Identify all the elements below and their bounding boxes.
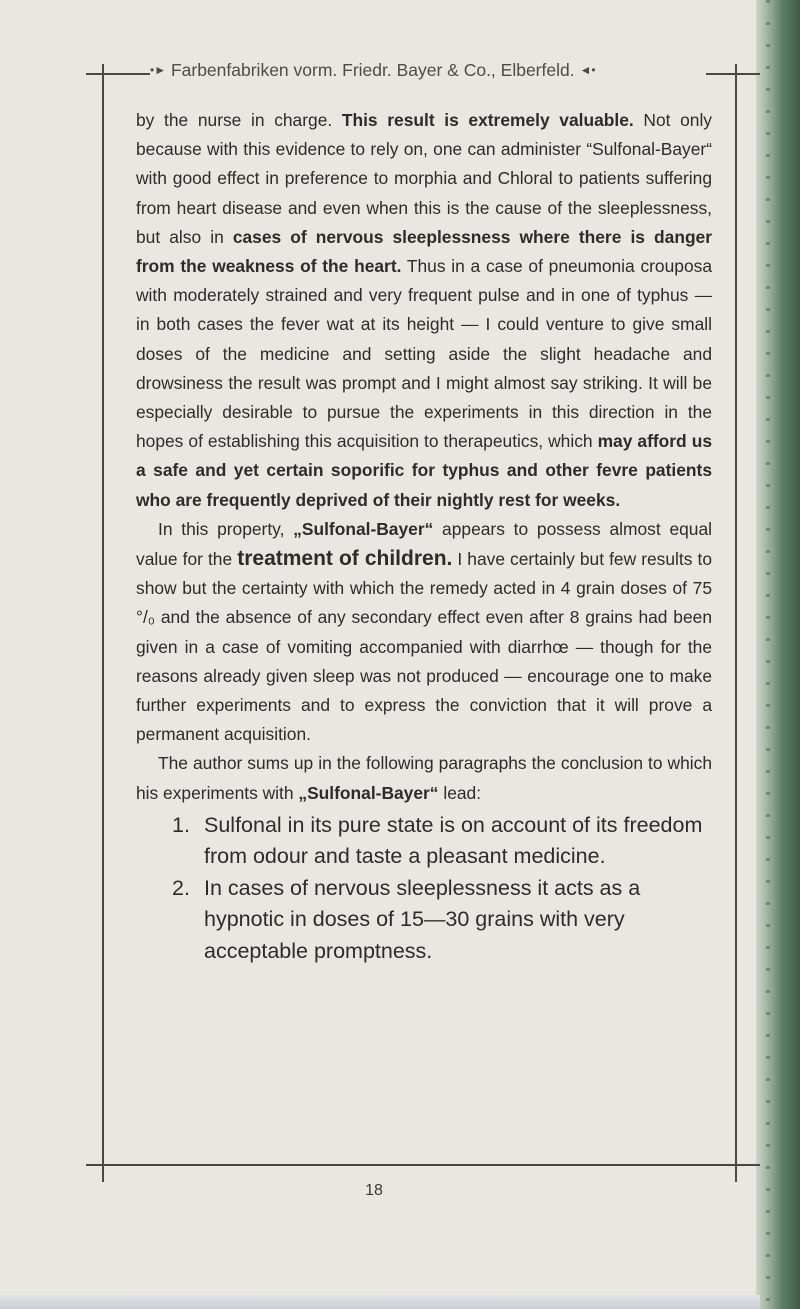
list-item: [136, 810, 712, 873]
header-ornament-right: ◄•: [579, 63, 596, 77]
body-text: [136, 106, 712, 967]
product-name: „Sulfonal-Bayer“: [293, 518, 434, 539]
list-item-text: Sulfonal in its pure state is on account of its freedom from odour and taste a pleasant medicine.: [204, 812, 703, 869]
text-run: Not only because with this evidence to rely on, one can administer “Sulfonal-Bayer“ with good effect in preference to morphia and Chloral to patients suffering from heart disease and even when this is the cause of the sleeplessness, but also in: [136, 110, 713, 247]
text-run: appears to possess almost equal value for the: [136, 518, 712, 570]
running-header: [150, 60, 730, 86]
page-number: 18: [365, 1182, 383, 1199]
header-text: Farbenfabriken vorm. Friedr. Bayer & Co., Elberfeld.: [170, 60, 575, 80]
frame-left-rule: [102, 64, 104, 1164]
text-run: In this property,: [158, 518, 294, 539]
frame-bottom-rule: [86, 1164, 760, 1166]
frame-bottom-tick-right: [735, 1164, 737, 1182]
emphasis-run: may afford us a safe and yet certain soporific for typhus and other fevre patients who are frequently deprived of their nightly rest for weeks.: [136, 431, 712, 510]
text-run: lead:: [438, 782, 482, 803]
paragraph-3: [136, 749, 712, 807]
conclusion-list: [136, 810, 712, 968]
emphasis-run: This result is extremely valuable.: [341, 110, 634, 130]
frame-top-rule: [86, 73, 150, 75]
text-run: by the nurse in charge.: [136, 110, 342, 130]
frame-right-rule: [735, 64, 737, 1164]
emphasis-run: cases of nervous sleeplessness where there is danger from the weakness of the heart.: [136, 226, 713, 277]
list-item-number: 1.: [172, 812, 190, 837]
emphasis-run: treatment of children.: [237, 547, 453, 571]
list-item-text: In cases of nervous sleeplessness it acts as a hypnotic in doses of 15—30 grains with very acceptable promptness.: [204, 875, 641, 963]
paragraph-2: [136, 515, 712, 750]
frame-bottom-tick-left: [102, 1164, 104, 1182]
text-run: The author sums up in the following paragraphs the conclusion to which his experiments with: [136, 753, 712, 803]
paragraph-1: [136, 106, 712, 515]
list-item-number: 2.: [172, 875, 190, 900]
list-item: [136, 873, 712, 968]
bottom-edge: [0, 1295, 760, 1309]
header-ornament-left: •►: [150, 63, 167, 77]
text-run: I have certainly but few results to show but the certainty with which the remedy acted in 4 grain doses of 75 °/₀ and the absence of any secondary effect even after 8 grains had been given in a case of vomiting accompanied with diarrhœ — though for the reasons already given sleep was not produced — encourage one to make further experiments and to express the conviction that it will prove a permanent acquisition.: [136, 549, 712, 745]
text-run: Thus in a case of pneumonia crouposa with moderately strained and very frequent pulse and in one of typhus — in both cases the fever wat at its height — I could venture to give small doses of the medicine and setting aside the slight headache and drowsiness the result was prompt and I might almost say striking. It will be especially desirable to pursue the experiments in this direction in the hopes of establishing this acquisition to therapeutics, which: [136, 256, 712, 452]
binding-edge: [756, 0, 800, 1309]
product-name: „Sulfonal-Bayer“: [298, 782, 439, 803]
